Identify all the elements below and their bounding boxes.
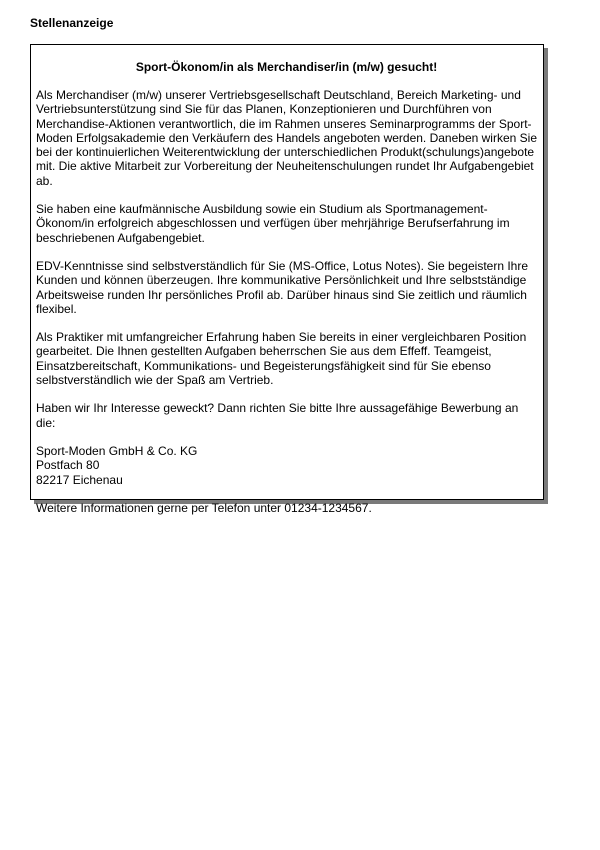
company-postbox: Postfach 80 [36, 458, 100, 473]
company-city: 82217 Eichenau [36, 472, 123, 487]
job-ad-box [30, 44, 544, 515]
page-heading: Stellenanzeige [30, 16, 114, 30]
ad-paragraph-skills: EDV-Kenntnisse sind selbstverständlich für Sie (MS-Office, Lotus Notes). Sie begeistern Ihre Kunden und können überzeugen. Ihre kommunikative Persönlichkeit und Ihre selbstständige Arbeitsweise runden Ihr persönliches Profil ab. Darüber hinaus sind Sie zeitlich und räumlich flexibel. [36, 258, 529, 316]
company-address [36, 444, 537, 487]
job-ad-title: Sport-Ökonom/in als Merchandiser/in (m/w) gesucht! [135, 60, 438, 74]
ad-paragraph-application-call: Haben wir Ihr Interesse geweckt? Dann richten Sie bitte Ihre aussagefähige Bewerbung an die: [36, 401, 519, 430]
ad-paragraph-qualifications: Sie haben eine kaufmännische Ausbildung sowie ein Studium als Sportmanagement-Ökonom/in erfolgreich abgeschlossen und verfügen über mehrjährige Berufserfahrung im beschriebenen Aufgabengebiet. [36, 202, 510, 245]
ad-paragraph-responsibilities: Als Merchandiser (m/w) unserer Vertriebsgesellschaft Deutschland, Bereich Marketing- und Vertriebsunterstützung sind Sie für das Planen, Konzeptionieren und Durchführen von Merchandise-Aktionen verantwortlich, die im Rahmen unseres Seminarprogramms der Sport-Moden Erfolgsakademie den Verkäufern des Handels angeboten werden. Daneben wirken Sie bei der kontinuierlichen Weiterentwicklung der unterschiedlichen Produkt(schulungs)angebote mit. Die aktive Mitarbeit zur Vorbereitung der Neuheitenschulungen rundet Ihr Aufgabengebiet ab. [36, 88, 537, 188]
contact-info: Weitere Informationen gerne per Telefon unter 01234-1234567. [36, 500, 372, 515]
company-name: Sport-Moden GmbH & Co. KG [36, 443, 198, 458]
ad-paragraph-experience: Als Praktiker mit umfangreicher Erfahrung haben Sie bereits in einer vergleichbaren Position gearbeitet. Die Ihnen gestellten Aufgaben beherrschen Sie aus dem Effeff. Teamgeist, Einsatzbereitschaft, Kommunikations- und Begeisterungsfähigkeit sind für Sie ebenso selbstverständlich wie der Spaß am Vertrieb. [36, 330, 527, 388]
